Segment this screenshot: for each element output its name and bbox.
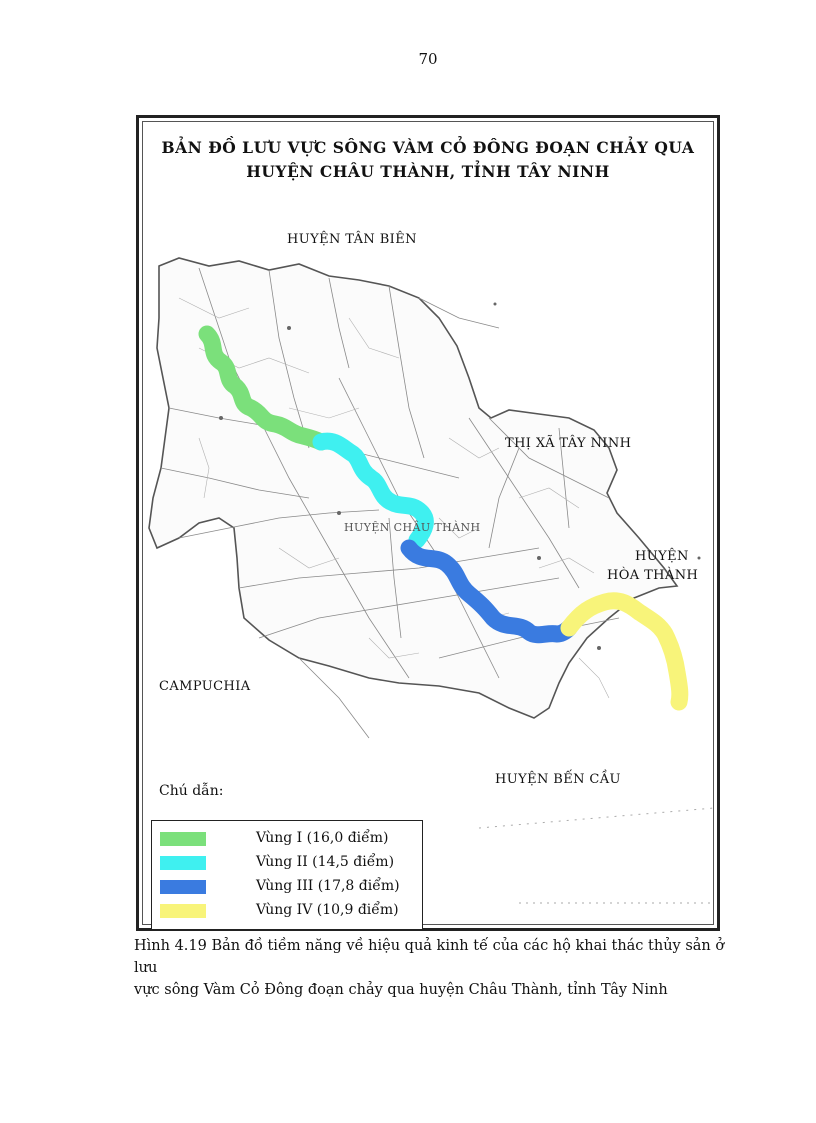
map-frame [136,115,720,931]
label-thi-xa-tay-ninh: THỊ XÃ TÂY NINH [505,436,632,451]
label-huyen-ben-cau: HUYỆN BẾN CẦU [495,772,621,787]
legend-item [160,853,420,873]
figure-caption [134,935,734,1001]
label-huyen-tan-bien: HUYỆN TÂN BIÊN [287,232,417,247]
page-number: 70 [418,50,438,68]
caption-line-1: Hình 4.19 Bản đồ tiềm năng về hiệu quả kinh tế của các hộ khai thác thủy sản ở lưu [134,938,725,976]
legend-item [160,877,420,897]
legend-label-zone-1: Vùng I (16,0 điểm) [256,830,389,846]
river-zone-4 [569,601,680,702]
legend-swatch-zone-1 [160,832,206,846]
legend-label-zone-2: Vùng II (14,5 điểm) [256,854,395,870]
legend-label-zone-4: Vùng IV (10,9 điểm) [256,902,399,918]
legend-swatch-zone-3 [160,880,206,894]
label-huyen-chau-thanh: HUYỆN CHÂU THÀNH [344,521,481,534]
legend-item [160,829,420,849]
map-title-line-1: BẢN ĐỒ LƯU VỰC SÔNG VÀM CỎ ĐÔNG ĐOẠN CHẢY QUA [161,138,695,157]
label-campuchia: CAMPUCHIA [159,679,251,694]
legend-swatch-zone-2 [160,856,206,870]
map-edge-dots [479,808,714,903]
legend-title: Chú dẫn: [159,783,224,799]
map-title-line-2: HUYỆN CHÂU THÀNH, TỈNH TÂY NINH [246,162,610,181]
label-huyen-hoa-thanh-line-1: HUYỆN [635,549,689,564]
legend [151,820,423,930]
caption-line-2: vực sông Vàm Cỏ Đông đoạn chảy qua huyện Châu Thành, tỉnh Tây Ninh [134,982,668,998]
legend-swatch-zone-4 [160,904,206,918]
label-huyen-hoa-thanh-line-2: HÒA THÀNH [607,568,699,583]
legend-label-zone-3: Vùng III (17,8 điểm) [256,878,400,894]
legend-item [160,901,420,921]
